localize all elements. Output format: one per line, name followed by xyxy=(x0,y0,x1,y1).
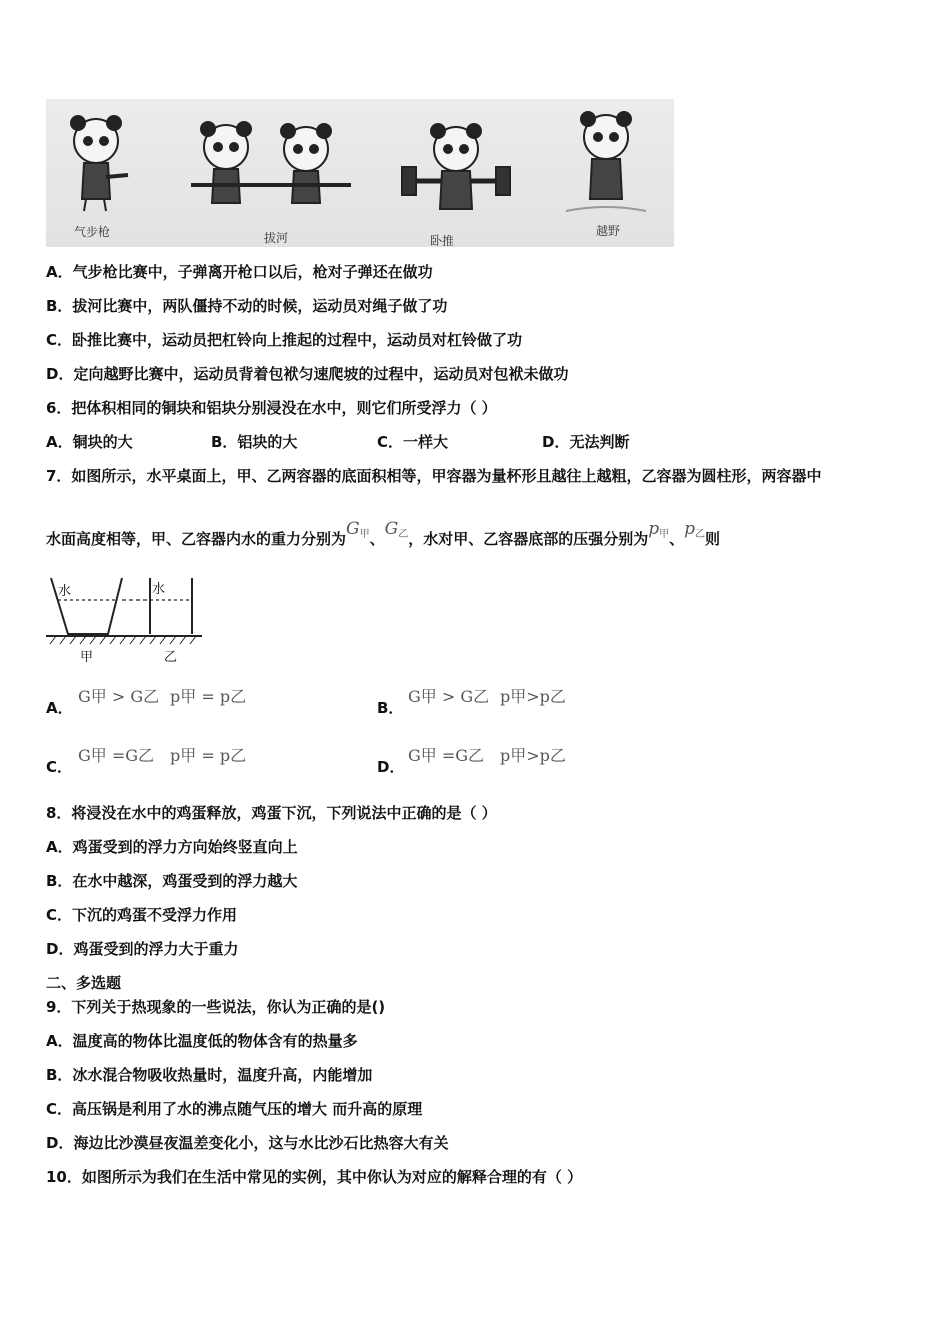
q7-option-a-g: G甲 > G乙 xyxy=(78,687,160,706)
q7-option-d-g: G甲 =G乙 xyxy=(408,746,485,765)
caption-bench-press: 卧推 xyxy=(430,234,455,248)
symbol-p-jia: $p_甲$ xyxy=(648,519,670,540)
q8-option-b: B．在水中越深，鸡蛋受到的浮力越大 xyxy=(46,872,298,890)
q7-option-c-p: p甲 = p乙 xyxy=(170,746,247,765)
q7-option-b-p: p甲>p乙 xyxy=(500,687,566,706)
q7-stem-line1: 7．如图所示，水平桌面上，甲、乙两容器的底面积相等，甲容器为量杯形且越往上越粗，乙容器为圆柱形，两容器中 xyxy=(46,467,822,485)
symbol-p-yi: $p_乙$ xyxy=(684,519,706,540)
q5-option-a: A．气步枪比赛中，子弹离开枪口以后，枪对子弹还在做功 xyxy=(46,263,433,281)
q8-option-d: D．鸡蛋受到的浮力大于重力 xyxy=(46,940,239,958)
q7-option-a-letter: A． xyxy=(46,699,73,717)
symbol-g-jia: $G_甲$ xyxy=(346,519,370,540)
q7-container-diagram xyxy=(46,572,206,664)
q6-option-d: D．无法判断 xyxy=(542,433,630,451)
q7-option-b-g: G甲 > G乙 xyxy=(408,687,490,706)
water-label-right: 水 xyxy=(152,582,166,597)
container-label-yi: 乙 xyxy=(164,650,178,665)
caption-tug-of-war: 拔河 xyxy=(264,231,289,245)
q9-option-a: A．温度高的物体比温度低的物体含有的热量多 xyxy=(46,1032,358,1050)
caption-cross-country: 越野 xyxy=(596,224,621,238)
q6-option-b: B．铝块的大 xyxy=(211,433,298,451)
q6-stem: 6．把体积相同的铜块和铝块分别浸没在水中，则它们所受浮力（ ） xyxy=(46,399,497,417)
q10-stem: 10．如图所示为我们在生活中常见的实例，其中你认为对应的解释合理的有（ ） xyxy=(46,1168,583,1186)
q7-separator-1: 、 xyxy=(369,530,385,548)
q9-option-b: B．冰水混合物吸收热量时，温度升高，内能增加 xyxy=(46,1066,373,1084)
q7-stem-text-c: 则 xyxy=(705,530,721,548)
q6-option-c: C．一样大 xyxy=(377,433,449,451)
q7-stem-line2 xyxy=(46,519,721,550)
q7-option-a-p: p甲 = p乙 xyxy=(170,687,247,706)
q5-option-c: C．卧推比赛中，运动员把杠铃向上推起的过程中，运动员对杠铃做了功 xyxy=(46,331,523,349)
sports-figure xyxy=(46,99,674,247)
q9-option-d: D．海边比沙漠昼夜温差变化小，这与水比沙石比热容大有关 xyxy=(46,1134,449,1152)
section-title-multiple-choice: 二、多选题 xyxy=(46,974,122,992)
q7-stem-text-a: 水面高度相等，甲、乙容器内水的重力分别为 xyxy=(46,530,347,548)
q9-option-c: C．高压锅是利用了水的沸点随气压的增大 而升高的原理 xyxy=(46,1100,423,1118)
q7-option-b-letter: B． xyxy=(377,699,404,717)
q8-stem: 8．将浸没在水中的鸡蛋释放，鸡蛋下沉，下列说法中正确的是（ ） xyxy=(46,804,497,822)
mascot-illustrations xyxy=(46,99,674,247)
caption-rifle: 气步枪 xyxy=(74,225,111,239)
q7-separator-2: 、 xyxy=(669,530,685,548)
water-label-left: 水 xyxy=(58,584,72,599)
q8-option-a: A．鸡蛋受到的浮力方向始终竖直向上 xyxy=(46,838,298,856)
q7-option-d-p: p甲>p乙 xyxy=(500,746,566,765)
q6-option-a: A．铜块的大 xyxy=(46,433,133,451)
q7-stem-text-b: ，水对甲、乙容器底部的压强分别为 xyxy=(408,530,649,548)
q5-option-d: D．定向越野比赛中，运动员背着包袱匀速爬坡的过程中，运动员对包袱未做功 xyxy=(46,365,569,383)
q8-option-c: C．下沉的鸡蛋不受浮力作用 xyxy=(46,906,238,924)
q5-option-b: B．拔河比赛中，两队僵持不动的时候，运动员对绳子做了功 xyxy=(46,297,448,315)
q9-stem: 9．下列关于热现象的一些说法，你认为正确的是() xyxy=(46,998,386,1016)
symbol-g-yi: $G_乙$ xyxy=(384,519,409,540)
container-label-jia: 甲 xyxy=(80,650,94,665)
q7-option-c-g: G甲 =G乙 xyxy=(78,746,155,765)
q7-option-d-letter: D． xyxy=(377,758,405,776)
q7-option-c-letter: C． xyxy=(46,758,73,776)
